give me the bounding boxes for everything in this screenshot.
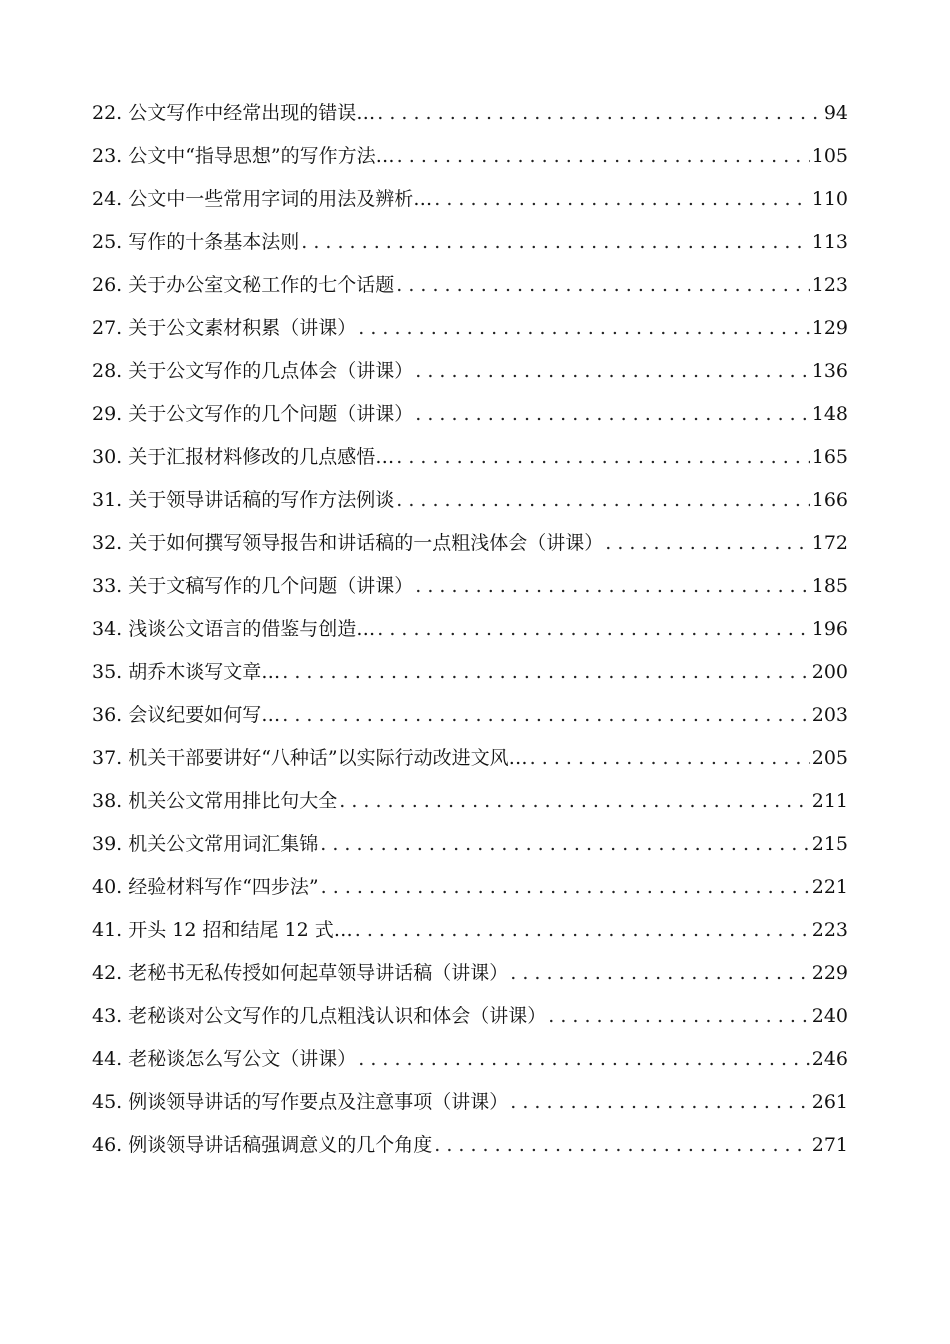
toc-entry[interactable] bbox=[92, 952, 848, 995]
toc-entry-page: 261 bbox=[811, 1091, 848, 1113]
toc-entry-title: 胡乔木谈写文章… bbox=[128, 661, 281, 683]
toc-entry[interactable] bbox=[92, 995, 848, 1038]
toc-entry-page: 113 bbox=[811, 231, 848, 253]
toc-entry-title: 机关干部要讲好“八种话”以实际行动改进文风… bbox=[128, 747, 528, 769]
toc-leader-dots bbox=[377, 608, 810, 651]
toc-entry-number: 43. bbox=[92, 1005, 123, 1027]
toc-entry-title: 关于公文写作的几点体会（讲课） bbox=[128, 360, 414, 382]
toc-entry-number: 40. bbox=[92, 876, 123, 898]
toc-entry-number: 29. bbox=[92, 403, 123, 425]
toc-entry-number: 46. bbox=[92, 1134, 123, 1156]
toc-entry-page: 215 bbox=[811, 833, 848, 855]
toc-entry[interactable] bbox=[92, 565, 848, 608]
toc-entry-title: 关于汇报材料修改的几点感悟… bbox=[128, 446, 395, 468]
toc-entry-page: 129 bbox=[811, 317, 848, 339]
toc-entry-number: 41. bbox=[92, 919, 123, 941]
toc-entry-page: 229 bbox=[811, 962, 848, 984]
toc-entry-number: 30. bbox=[92, 446, 123, 468]
toc-leader-dots bbox=[358, 307, 810, 350]
toc-leader-dots bbox=[339, 780, 810, 823]
toc-entry[interactable] bbox=[92, 780, 848, 823]
toc-entry-page: 200 bbox=[811, 661, 848, 683]
toc-leader-dots bbox=[396, 479, 810, 522]
toc-entry-page: 172 bbox=[811, 532, 848, 554]
toc-leader-dots bbox=[355, 909, 810, 952]
toc-entry-page: 185 bbox=[811, 575, 848, 597]
toc-entry-title: 关于文稿写作的几个问题（讲课） bbox=[128, 575, 414, 597]
toc-leader-dots bbox=[548, 995, 810, 1038]
toc-entry-page: 221 bbox=[811, 876, 848, 898]
toc-entry-page: 205 bbox=[811, 747, 848, 769]
toc-entry-title: 老秘书无私传授如何起草领导讲话稿（讲课） bbox=[128, 962, 509, 984]
toc-entry[interactable] bbox=[92, 393, 848, 436]
toc-entry-number: 37. bbox=[92, 747, 123, 769]
toc-entry-number: 31. bbox=[92, 489, 123, 511]
toc-leader-dots bbox=[434, 1124, 810, 1167]
toc-entry-page: 240 bbox=[811, 1005, 848, 1027]
toc-entry[interactable] bbox=[92, 350, 848, 393]
toc-entry-title: 公文中一些常用字词的用法及辨析… bbox=[128, 188, 433, 210]
toc-entry-page: 148 bbox=[811, 403, 848, 425]
toc-entry-number: 36. bbox=[92, 704, 123, 726]
toc-entry[interactable] bbox=[92, 866, 848, 909]
toc-entry-title: 老秘谈怎么写公文（讲课） bbox=[128, 1048, 357, 1070]
toc-entry-page: 136 bbox=[811, 360, 848, 382]
toc-entry[interactable] bbox=[92, 479, 848, 522]
toc-entry-page: 223 bbox=[811, 919, 848, 941]
toc-leader-dots bbox=[282, 694, 810, 737]
toc-entry-title: 老秘谈对公文写作的几点粗浅认识和体会（讲课） bbox=[128, 1005, 547, 1027]
toc-entry[interactable] bbox=[92, 522, 848, 565]
toc-leader-dots bbox=[377, 92, 822, 135]
toc-leader-dots bbox=[510, 1081, 810, 1124]
toc-entry[interactable] bbox=[92, 694, 848, 737]
toc-entry-title: 关于领导讲话稿的写作方法例谈 bbox=[128, 489, 395, 511]
toc-entry-page: 105 bbox=[811, 145, 848, 167]
toc-entry-title: 关于办公室文秘工作的七个话题 bbox=[128, 274, 395, 296]
toc-entry-page: 211 bbox=[811, 790, 848, 812]
toc-entry-title: 经验材料写作“四步法” bbox=[128, 876, 319, 898]
toc-entry-number: 34. bbox=[92, 618, 123, 640]
toc-entry-title: 开头 12 招和结尾 12 式… bbox=[128, 919, 353, 941]
toc-entry-number: 39. bbox=[92, 833, 123, 855]
toc-leader-dots bbox=[396, 436, 810, 479]
toc-leader-dots bbox=[396, 264, 810, 307]
toc-entry-number: 42. bbox=[92, 962, 123, 984]
toc-entry-title: 例谈领导讲话稿强调意义的几个角度 bbox=[128, 1134, 433, 1156]
toc-entry[interactable] bbox=[92, 436, 848, 479]
toc-entry-page: 94 bbox=[823, 102, 848, 124]
toc-entry-title: 机关公文常用词汇集锦 bbox=[128, 833, 319, 855]
toc-entry-page: 246 bbox=[811, 1048, 848, 1070]
toc-entry-title: 公文中“指导思想”的写作方法… bbox=[128, 145, 395, 167]
toc-entry[interactable] bbox=[92, 651, 848, 694]
toc-entry-number: 27. bbox=[92, 317, 123, 339]
toc-entry-page: 123 bbox=[811, 274, 848, 296]
toc-entry[interactable] bbox=[92, 178, 848, 221]
toc-leader-dots bbox=[434, 178, 810, 221]
toc-entry[interactable] bbox=[92, 608, 848, 651]
toc-leader-dots bbox=[530, 737, 810, 780]
toc-entry-page: 271 bbox=[811, 1134, 848, 1156]
toc-leader-dots bbox=[415, 350, 810, 393]
toc-entry-number: 35. bbox=[92, 661, 123, 683]
toc-entry-title: 机关公文常用排比句大全 bbox=[128, 790, 338, 812]
toc-leader-dots bbox=[415, 393, 810, 436]
toc-entry[interactable] bbox=[92, 307, 848, 350]
toc-entry-title: 例谈领导讲话的写作要点及注意事项（讲课） bbox=[128, 1091, 509, 1113]
toc-leader-dots bbox=[320, 823, 810, 866]
toc-entry-number: 24. bbox=[92, 188, 123, 210]
toc-entry[interactable] bbox=[92, 92, 848, 135]
toc-entry-title: 关于公文写作的几个问题（讲课） bbox=[128, 403, 414, 425]
toc-leader-dots bbox=[605, 522, 810, 565]
toc-leader-dots bbox=[397, 135, 810, 178]
table-of-contents bbox=[92, 92, 848, 1167]
toc-entry[interactable] bbox=[92, 135, 848, 178]
toc-entry-page: 110 bbox=[811, 188, 848, 210]
toc-entry-title: 关于公文素材积累（讲课） bbox=[128, 317, 357, 339]
toc-entry-number: 25. bbox=[92, 231, 123, 253]
toc-entry-number: 33. bbox=[92, 575, 123, 597]
toc-entry[interactable] bbox=[92, 1124, 848, 1167]
toc-entry-title: 浅谈公文语言的借鉴与创造… bbox=[128, 618, 376, 640]
toc-leader-dots bbox=[415, 565, 810, 608]
toc-entry-number: 23. bbox=[92, 145, 123, 167]
toc-entry-page: 196 bbox=[811, 618, 848, 640]
toc-entry[interactable] bbox=[92, 221, 848, 264]
toc-entry-number: 45. bbox=[92, 1091, 123, 1113]
toc-leader-dots bbox=[321, 866, 810, 909]
toc-leader-dots bbox=[282, 651, 810, 694]
toc-entry-title: 写作的十条基本法则 bbox=[128, 231, 300, 253]
toc-entry-title: 公文写作中经常出现的错误… bbox=[128, 102, 376, 124]
toc-leader-dots bbox=[510, 952, 810, 995]
toc-entry-number: 28. bbox=[92, 360, 123, 382]
toc-entry-number: 32. bbox=[92, 532, 123, 554]
toc-entry-title: 关于如何撰写领导报告和讲话稿的一点粗浅体会（讲课） bbox=[128, 532, 604, 554]
toc-entry[interactable] bbox=[92, 909, 848, 952]
toc-entry[interactable] bbox=[92, 264, 848, 307]
toc-entry[interactable] bbox=[92, 823, 848, 866]
toc-entry-number: 26. bbox=[92, 274, 123, 296]
toc-entry-number: 38. bbox=[92, 790, 123, 812]
toc-entry-number: 22. bbox=[92, 102, 123, 124]
toc-entry-page: 166 bbox=[811, 489, 848, 511]
toc-leader-dots bbox=[358, 1038, 810, 1081]
toc-entry-page: 165 bbox=[811, 446, 848, 468]
toc-entry-number: 44. bbox=[92, 1048, 123, 1070]
toc-entry[interactable] bbox=[92, 1038, 848, 1081]
toc-entry[interactable] bbox=[92, 737, 848, 780]
toc-leader-dots bbox=[301, 221, 810, 264]
toc-entry[interactable] bbox=[92, 1081, 848, 1124]
toc-entry-title: 会议纪要如何写… bbox=[128, 704, 281, 726]
toc-entry-page: 203 bbox=[811, 704, 848, 726]
